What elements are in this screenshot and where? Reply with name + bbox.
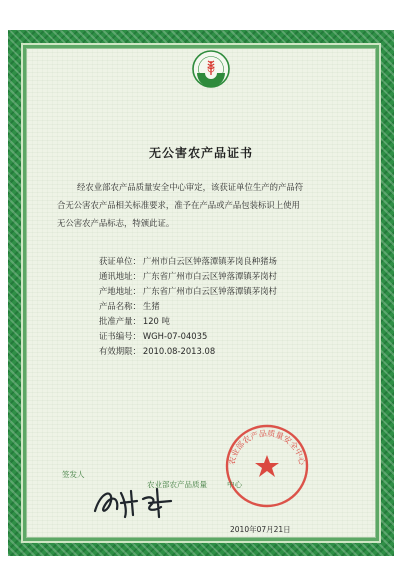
certificate-title: 无公害农产品证书 <box>148 146 253 160</box>
field-mailing-address <box>99 270 277 282</box>
pollution-free-emblem-icon <box>191 49 231 89</box>
field-label: 产地地址： <box>99 286 141 296</box>
field-label: 通讯地址： <box>99 271 141 281</box>
signer-label: 签发人 <box>62 470 85 479</box>
field-value: 生猪 <box>142 301 160 311</box>
field-product-name <box>99 300 160 312</box>
issuer-head: 农业部农产品质量 <box>147 480 207 489</box>
field-value: 2010.08-2013.08 <box>142 346 216 356</box>
field-value: 广东省广州市白云区钟落潭镇茅岗村 <box>142 271 277 281</box>
field-label: 证书编号： <box>99 331 141 341</box>
field-value: 广州市白云区钟落潭镇茅岗良种猪场 <box>142 256 277 266</box>
seal-text: 农业部农产品质量安全中心 <box>227 428 307 466</box>
field-label: 获证单位： <box>99 256 141 266</box>
issue-date: 2010年07月21日 <box>230 525 291 534</box>
field-value: 120 吨 <box>142 316 170 326</box>
field-approved-output <box>99 315 170 327</box>
border-inner-line <box>21 43 381 543</box>
body-paragraph-line-2: 合无公害农产品相关标准要求，准予在产品或产品包装标识上使用 <box>57 200 300 210</box>
body-paragraph-line-3: 无公害农产品标志，特颁此证。 <box>57 218 175 228</box>
field-label: 有效期限： <box>99 346 141 356</box>
certificate-paper <box>26 48 376 538</box>
field-label: 产品名称： <box>99 301 141 311</box>
field-label: 批准产量： <box>99 316 141 326</box>
field-certificate-number <box>99 330 207 342</box>
field-value: WGH-07-04035 <box>142 331 208 341</box>
field-validity-period <box>99 345 215 357</box>
body-paragraph-line-1: 经农业部农产品质量安全中心审定，该获证单位生产的产品符 <box>77 182 304 192</box>
field-origin-address <box>99 285 277 297</box>
red-official-seal <box>222 421 312 511</box>
certificate-border <box>8 30 394 556</box>
field-certified-unit <box>99 255 277 267</box>
issuer-tail: 中心 <box>227 480 242 489</box>
field-value: 广东省广州市白云区钟落潭镇茅岗村 <box>142 286 277 296</box>
issuing-authority <box>147 479 242 490</box>
